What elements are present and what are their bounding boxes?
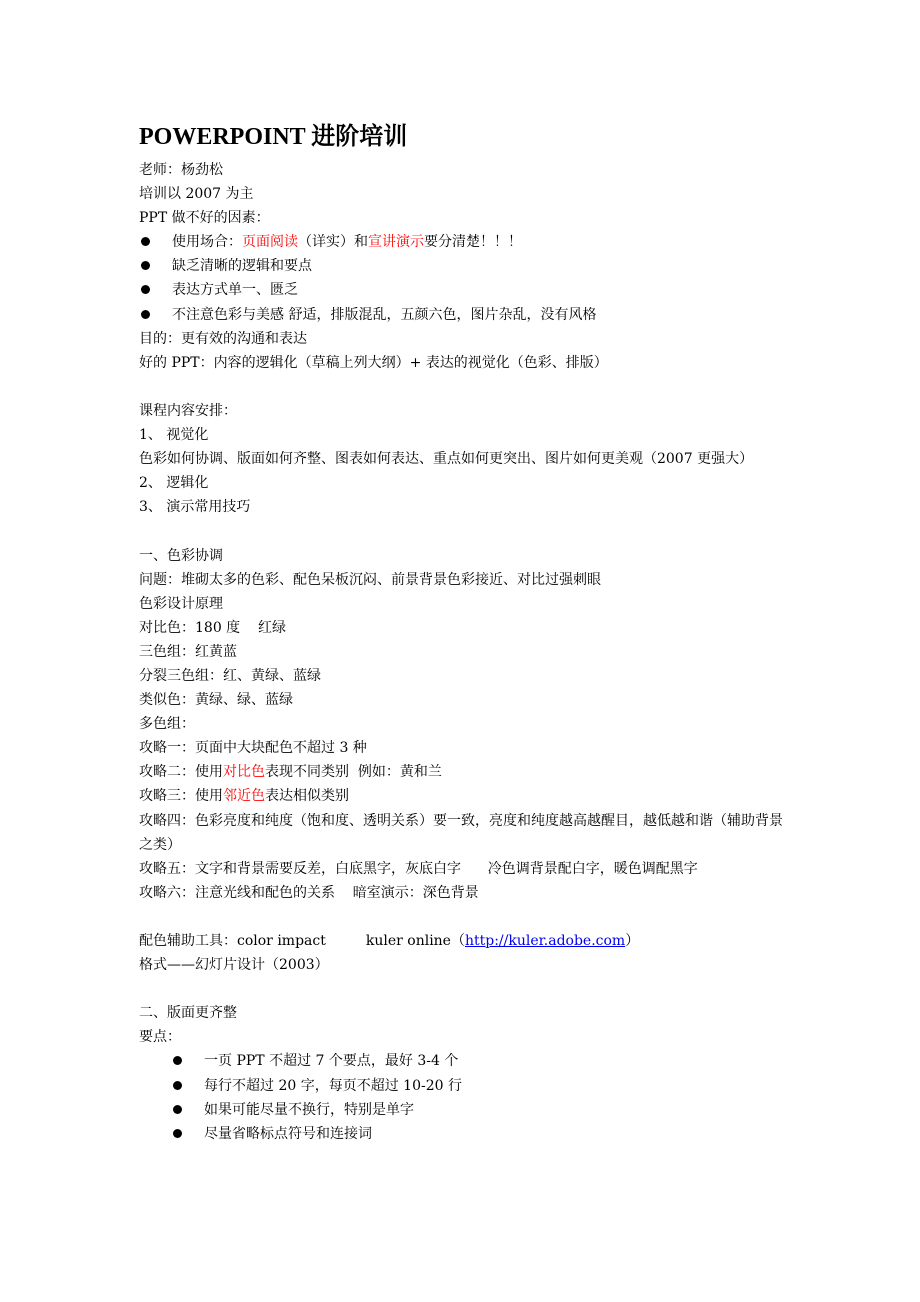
bullet-dot-icon: [173, 1105, 182, 1114]
color-tip-6: 攻略六：注意光线和配色的关系 暗室演示：深色背景: [139, 884, 479, 901]
highlight-contrast-color: 对比色: [223, 764, 265, 781]
good-ppt-line: 好的 PPT：内容的逻辑化（草稿上列大纲）+ 表达的视觉化（色彩、排版）: [139, 354, 608, 371]
document-body: [139, 120, 789, 1146]
kuler-link[interactable]: http://kuler.adobe.com: [464, 933, 626, 949]
color-tools: 配色辅助工具：color impact kuler online（http://kuler.adobe.com）: [139, 933, 640, 949]
color-problem: 问题：堆砌太多的色彩、配色呆板沉闷、前景背景色彩接近、对比过强刺眼: [139, 571, 601, 588]
bullet-dot-icon: [141, 310, 150, 319]
color-tip-1: 攻略一：页面中大块配色不超过 3 种: [139, 740, 367, 757]
course-item-1: 1、 视觉化: [139, 427, 209, 444]
bullet-dot-icon: [141, 285, 150, 294]
bullet-dot-icon: [173, 1081, 182, 1090]
document-title: POWERPOINT 进阶培训: [139, 124, 408, 150]
layout-points-heading: 要点：: [139, 1029, 181, 1046]
color-tip-4: 攻略四：色彩亮度和纯度（饱和度、透明关系）要一致，亮度和纯度越高越醒目，越低越和谐（辅助背景之类）: [139, 812, 783, 853]
reason-item-color: [139, 303, 789, 327]
layout-point-text: 如果可能尽量不换行，特别是单字: [204, 1101, 414, 1118]
reason-item-usage: [139, 230, 789, 254]
color-split-triad: 分裂三色组：红、黄绿、蓝绿: [139, 667, 321, 684]
reason-text: 表达方式单一、匮乏: [172, 282, 298, 299]
color-tip-5: 攻略五：文字和背景需要反差，白底黑字，灰底白字 冷色调背景配白字，暖色调配黑字: [139, 860, 698, 877]
color-tip-2: 攻略二：使用对比色表现不同类别 例如：黄和兰: [139, 764, 442, 781]
reason-item-expression: [139, 278, 789, 302]
reason-item-logic: [139, 254, 789, 278]
layout-point-item: [139, 1074, 789, 1098]
color-triad: 三色组：红黄蓝: [139, 643, 237, 660]
color-tip-3: 攻略三：使用邻近色表达相似类别: [139, 788, 349, 805]
version-line: 培训以 2007 为主: [139, 186, 254, 203]
layout-point-text: 一页 PPT 不超过 7 个要点，最好 3-4 个: [204, 1053, 459, 1070]
highlight-page-reading: 页面阅读: [242, 234, 298, 251]
bullet-dot-icon: [141, 237, 150, 246]
course-item-2: 2、 逻辑化: [139, 475, 209, 492]
reason-text: 使用场合：页面阅读（详实）和宣讲演示要分清楚！！！: [172, 234, 522, 251]
section-color-heading: 一、色彩协调: [139, 547, 223, 564]
course-item-3: 3、 演示常用技巧: [139, 499, 251, 516]
course-item-1-detail: 色彩如何协调、版面如何齐整、图表如何表达、重点如何更突出、图片如何更美观（2007 更强大）: [139, 451, 754, 468]
reason-text: 缺乏清晰的逻辑和要点: [172, 258, 312, 275]
goal-line: 目的：更有效的沟通和表达: [139, 330, 307, 347]
layout-point-text: 尽量省略标点符号和连接词: [204, 1125, 372, 1142]
color-multi: 多色组：: [139, 716, 195, 733]
highlight-presentation: 宣讲演示: [368, 234, 424, 251]
highlight-adjacent-color: 邻近色: [223, 788, 265, 805]
layout-point-item: [139, 1098, 789, 1122]
layout-point-item: [139, 1049, 789, 1073]
layout-point-text: 每行不超过 20 字，每页不超过 10-20 行: [204, 1077, 462, 1094]
color-format: 格式——幻灯片设计（2003）: [139, 957, 329, 974]
color-analogous: 类似色：黄绿、绿、蓝绿: [139, 692, 293, 709]
bullet-dot-icon: [173, 1129, 182, 1138]
layout-point-item: [139, 1122, 789, 1146]
bullet-dot-icon: [141, 261, 150, 270]
section-layout-heading: 二、版面更齐整: [139, 1005, 237, 1022]
bullet-dot-icon: [173, 1056, 182, 1065]
reasons-heading: PPT 做不好的因素：: [139, 210, 270, 227]
color-contrast: 对比色：180 度 红绿: [139, 619, 286, 636]
color-principle: 色彩设计原理: [139, 595, 223, 612]
teacher-line: 老师：杨劲松: [139, 162, 223, 178]
reason-text: 不注意色彩与美感 舒适，排版混乱，五颜六色，图片杂乱，没有风格: [172, 306, 597, 323]
course-heading: 课程内容安排：: [139, 402, 237, 419]
